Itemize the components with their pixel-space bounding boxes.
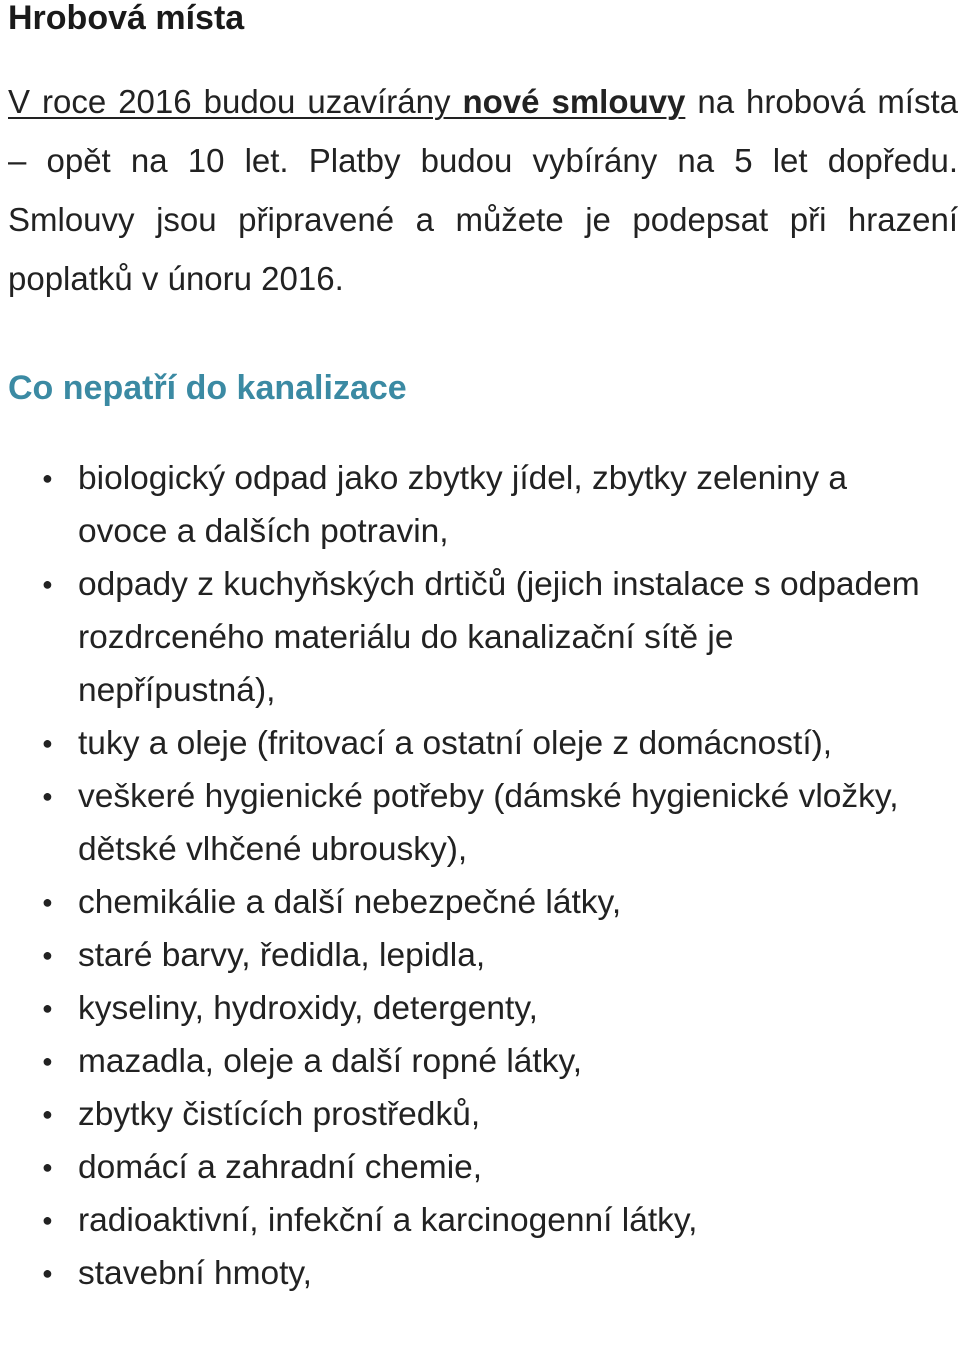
bullet-icon: ● <box>42 574 53 594</box>
list-item <box>0 770 960 876</box>
bullet-icon: ● <box>42 1157 53 1177</box>
list-item <box>0 1141 960 1194</box>
bullet-icon: ● <box>42 1051 53 1071</box>
list-item-text: kyseliny, hydroxidy, detergenty, <box>78 990 538 1027</box>
list-item-text: domácí a zahradní chemie, <box>78 1149 483 1186</box>
underlined-sentence <box>8 83 685 120</box>
prohibited-items-list <box>0 452 960 1300</box>
list-item-text: staré barvy, ředidla, lepidla, <box>78 937 486 974</box>
bullet-icon: ● <box>42 733 53 753</box>
paragraph-suffix: na hrobová místa – opět na 10 let. Platby budou vybírány na 5 let dopředu. Smlouvy jsou připravené a můžete je podepsat při hrazení poplatků v únoru 2016. <box>8 83 958 297</box>
list-item <box>0 558 960 717</box>
list-item <box>0 452 960 558</box>
list-item-text: odpady z kuchyňských drtičů (jejich instalace s odpadem rozdrceného materiálu do kanalizační sítě je nepřípustná), <box>78 566 920 709</box>
list-item <box>0 876 960 929</box>
hrobova-mista-paragraph <box>8 72 958 308</box>
list-item-text: stavební hmoty, <box>78 1255 312 1292</box>
section-title-kanalizace: Co nepatří do kanalizace <box>8 369 407 407</box>
list-item-text: zbytky čistících prostředků, <box>78 1096 481 1133</box>
list-item <box>0 1035 960 1088</box>
list-item-text: tuky a oleje (fritovací a ostatní oleje z domácností), <box>78 725 833 762</box>
list-item-text: veškeré hygienické potřeby (dámské hygienické vložky, dětské vlhčené ubrousky), <box>78 778 899 868</box>
bullet-icon: ● <box>42 892 53 912</box>
list-item-text: biologický odpad jako zbytky jídel, zbytky zeleniny a ovoce a dalších potravin, <box>78 460 848 550</box>
paragraph-prefix: V roce 2016 budou uzavírány <box>8 83 463 120</box>
list-item-text: mazadla, oleje a další ropné látky, <box>78 1043 583 1080</box>
bold-highlight: nové smlouvy <box>462 83 686 120</box>
section-title-hrobova-mista: Hrobová místa <box>8 0 245 37</box>
list-item <box>0 982 960 1035</box>
list-item-text: radioaktivní, infekční a karcinogenní látky, <box>78 1202 698 1239</box>
bullet-icon: ● <box>42 786 53 806</box>
bullet-icon: ● <box>42 945 53 965</box>
bullet-icon: ● <box>42 1263 53 1283</box>
bullet-icon: ● <box>42 1210 53 1230</box>
bullet-icon: ● <box>42 1104 53 1124</box>
list-item <box>0 1088 960 1141</box>
list-item <box>0 1247 960 1300</box>
bullet-icon: ● <box>42 998 53 1018</box>
list-item-text: chemikálie a další nebezpečné látky, <box>78 884 622 921</box>
list-item <box>0 717 960 770</box>
bullet-icon: ● <box>42 468 53 488</box>
list-item <box>0 929 960 982</box>
list-item <box>0 1194 960 1247</box>
